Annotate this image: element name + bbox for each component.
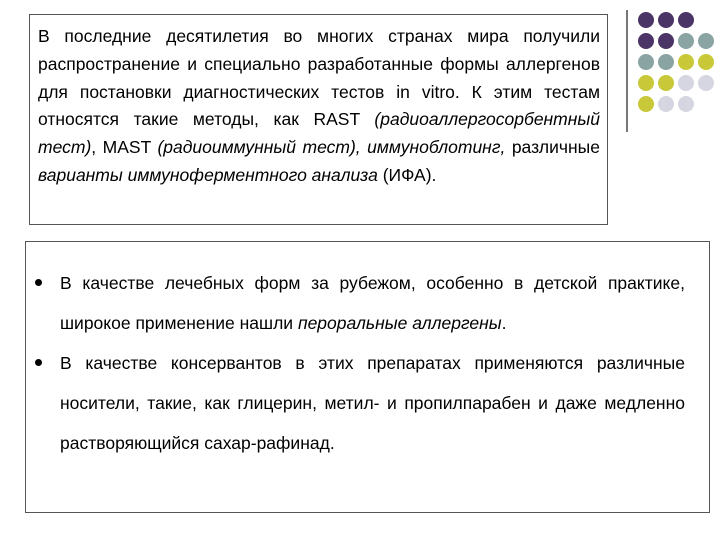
decor-dot [658,54,674,70]
bullet-dot-icon [35,279,42,286]
decor-dot [658,96,674,112]
decor-dot [678,54,694,70]
italic-text: варианты иммуноферментного анализа [38,164,378,185]
paragraph-text: различные [505,137,600,158]
decor-dot [698,33,714,49]
decorative-dot-grid [637,11,717,115]
decor-dot [638,54,654,70]
decor-dot [678,33,694,49]
decor-dot [678,12,694,28]
bullet-dot-icon [35,359,42,366]
italic-text: (радиоаллергосорбентный тест) [38,109,600,158]
paragraph-text: В последние десятилетия во многих странах мира получили распространение и специально разработанные формы аллергенов для постановки диагностических тестов in vitro. К этим тестам относятся такие методы, как RAST [38,26,600,130]
paragraph-text: , MAST [91,137,158,158]
decor-dot [698,54,714,70]
bullet-text: В качестве лечебных форм за рубежом, особенно в детской практике, широкое применение нашли [60,273,685,333]
italic-text: (радиоиммунный тест), иммуноблотинг, [157,137,506,158]
decor-dot [638,75,654,91]
decor-dot [678,75,694,91]
decor-dot [658,33,674,49]
decor-dot [698,75,714,91]
bullet-text-2: В качестве консервантов в этих препаратах применяются различные носители, такие, как глицерин, метил- и пропилпарабен и даже медленно растворяющийся сахар-рафинад. [60,353,685,453]
decor-dot [638,96,654,112]
bottom-text-box [25,241,710,513]
italic-text: пероральные аллергены [297,313,502,333]
decor-dot [638,12,654,28]
bullet-text-1 [60,263,685,343]
top-text-box [29,14,608,225]
decor-dot [638,33,654,49]
vertical-divider-line [626,10,628,132]
paragraph-text: (ИФА). [377,164,437,185]
top-paragraph [38,23,600,190]
decor-dot [658,75,674,91]
decor-dot [658,12,674,28]
bullet-text: . [501,313,507,333]
decor-dot [678,96,694,112]
